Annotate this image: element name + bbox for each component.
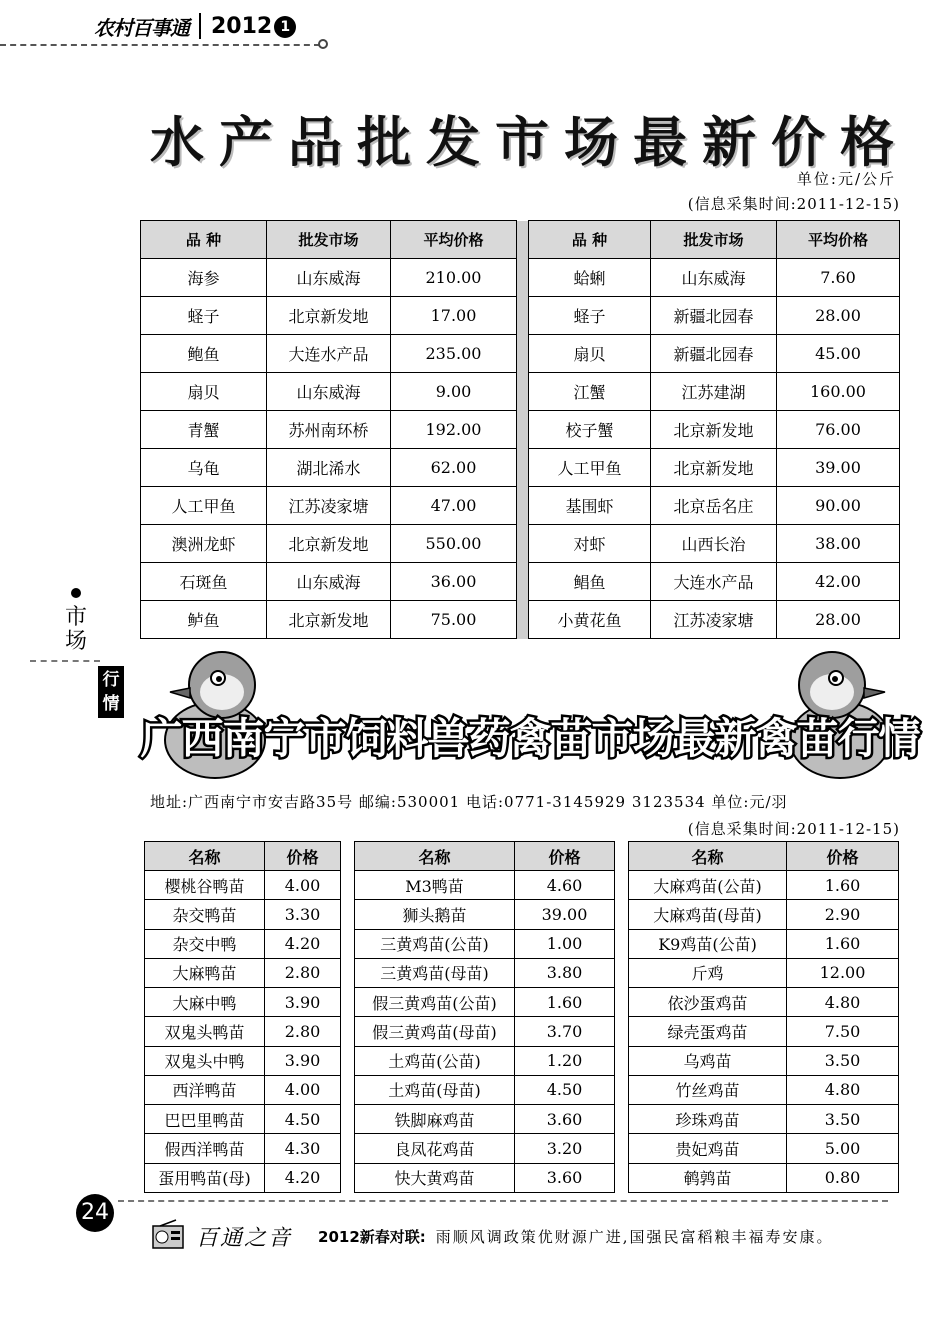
column-gap (615, 958, 629, 987)
column-gap (615, 1134, 629, 1163)
table-header-row (141, 221, 900, 259)
price-cell: 4.50 (265, 1105, 341, 1134)
col-header-name: 名称 (145, 842, 265, 871)
name-cell: 铁脚麻鸡苗 (355, 1105, 515, 1134)
column-gap (517, 487, 529, 525)
variety-cell: 人工甲鱼 (529, 449, 651, 487)
table-row (145, 1134, 899, 1163)
side-dashline (30, 660, 100, 662)
magazine-header (94, 10, 296, 42)
column-gap (341, 1075, 355, 1104)
col-header-price: 平均价格 (777, 221, 900, 259)
table-row (141, 259, 900, 297)
price-cell: 3.50 (787, 1046, 899, 1075)
table-row (145, 1075, 899, 1104)
variety-cell: 小黄花鱼 (529, 601, 651, 639)
variety-cell: 乌龟 (141, 449, 267, 487)
col-header-variety: 品 种 (529, 221, 651, 259)
table-row (145, 1046, 899, 1075)
name-cell: 土鸡苗(公苗) (355, 1046, 515, 1075)
table-row (145, 929, 899, 958)
market-cell: 大连水产品 (651, 563, 777, 601)
col-header-price: 价格 (265, 842, 341, 871)
header-divider (199, 13, 201, 39)
col-header-price: 价格 (515, 842, 615, 871)
column-gap (517, 411, 529, 449)
price-cell: 3.90 (265, 988, 341, 1017)
column-gap (615, 900, 629, 929)
market-cell: 山东威海 (267, 373, 391, 411)
price-cell: 192.00 (391, 411, 517, 449)
price-cell: 17.00 (391, 297, 517, 335)
price-cell: 3.70 (515, 1017, 615, 1046)
column-gap (615, 929, 629, 958)
variety-cell: 石斑鱼 (141, 563, 267, 601)
name-cell: 杂交鸭苗 (145, 900, 265, 929)
col-header-price: 平均价格 (391, 221, 517, 259)
couplet-text: 雨顺风调政策优财源广进,国强民富稻粮丰福寿安康。 (435, 1227, 834, 1246)
price-cell: 3.80 (515, 958, 615, 987)
variety-cell: 江蟹 (529, 373, 651, 411)
variety-cell: 鲈鱼 (141, 601, 267, 639)
price-cell: 0.80 (787, 1163, 899, 1192)
variety-cell: 鲍鱼 (141, 335, 267, 373)
name-cell: M3鸭苗 (355, 871, 515, 900)
table-row (141, 563, 900, 601)
couplet-label: 2012新春对联: (318, 1227, 426, 1246)
column-gap (615, 1046, 629, 1075)
price-cell: 1.20 (515, 1046, 615, 1075)
name-cell: 大麻中鸭 (145, 988, 265, 1017)
name-cell: 贵妃鸡苗 (629, 1134, 787, 1163)
name-cell: 三黄鸡苗(母苗) (355, 958, 515, 987)
column-gap (517, 297, 529, 335)
market-cell: 北京岳名庄 (651, 487, 777, 525)
table-row (145, 1105, 899, 1134)
column-gap (517, 563, 529, 601)
name-cell: 土鸡苗(母苗) (355, 1075, 515, 1104)
col-header-price: 价格 (787, 842, 899, 871)
price-cell: 7.50 (787, 1017, 899, 1046)
price-cell: 12.00 (787, 958, 899, 987)
market-cell: 江苏建湖 (651, 373, 777, 411)
table-row (145, 988, 899, 1017)
variety-cell: 蛤蜊 (529, 259, 651, 297)
table-row (141, 487, 900, 525)
price-cell: 7.60 (777, 259, 900, 297)
market-cell: 山西长治 (651, 525, 777, 563)
market-cell: 北京新发地 (651, 449, 777, 487)
header-dashline (0, 44, 320, 46)
side-dot (71, 588, 81, 598)
side-market-label (62, 588, 90, 654)
column-gap (615, 988, 629, 1017)
footer-voice-label: 百通之音 (196, 1225, 293, 1251)
table-row (141, 525, 900, 563)
table-header-row (145, 842, 899, 871)
price-cell: 42.00 (777, 563, 900, 601)
page-number: 24 (76, 1194, 114, 1232)
price-cell: 1.60 (515, 988, 615, 1017)
column-gap (615, 1075, 629, 1104)
price-cell: 76.00 (777, 411, 900, 449)
price-cell: 1.00 (515, 929, 615, 958)
price-cell: 4.00 (265, 1075, 341, 1104)
variety-cell: 青蟹 (141, 411, 267, 449)
issue-number: 1 (274, 16, 296, 38)
issue-year (211, 14, 296, 39)
price-cell: 4.80 (787, 1075, 899, 1104)
market-cell: 北京新发地 (651, 411, 777, 449)
col-header-variety: 品 种 (141, 221, 267, 259)
price-cell: 28.00 (777, 601, 900, 639)
column-gap (517, 601, 529, 639)
variety-cell: 澳洲龙虾 (141, 525, 267, 563)
column-gap (517, 259, 529, 297)
price-cell: 4.20 (265, 929, 341, 958)
section1-collect-time: (信息采集时间:2011-12-15) (687, 195, 900, 213)
table-row (141, 449, 900, 487)
price-cell: 4.50 (515, 1075, 615, 1104)
price-cell: 550.00 (391, 525, 517, 563)
column-gap (615, 1017, 629, 1046)
name-cell: 双鬼头鸭苗 (145, 1017, 265, 1046)
name-cell: 大麻鸡苗(公苗) (629, 871, 787, 900)
column-gap (341, 1163, 355, 1192)
section1-title: 水产品批发市场最新价格 (150, 110, 909, 174)
side-label-text: 市场 (64, 605, 87, 654)
price-cell: 90.00 (777, 487, 900, 525)
market-cell: 苏州南环桥 (267, 411, 391, 449)
variety-cell: 海参 (141, 259, 267, 297)
column-gap (517, 373, 529, 411)
column-gap (517, 335, 529, 373)
name-cell: 西洋鸭苗 (145, 1075, 265, 1104)
variety-cell: 扇贝 (141, 373, 267, 411)
market-cell: 山东威海 (267, 563, 391, 601)
header-dot (318, 39, 328, 49)
price-cell: 47.00 (391, 487, 517, 525)
price-cell: 39.00 (777, 449, 900, 487)
price-cell: 4.30 (265, 1134, 341, 1163)
price-cell: 28.00 (777, 297, 900, 335)
table-row (141, 601, 900, 639)
market-cell: 江苏凌家塘 (651, 601, 777, 639)
chick-price-table (144, 841, 899, 1193)
column-gap (517, 221, 529, 259)
market-cell: 北京新发地 (267, 525, 391, 563)
price-cell: 3.30 (265, 900, 341, 929)
price-cell: 3.20 (515, 1134, 615, 1163)
col-header-name: 名称 (629, 842, 787, 871)
name-cell: 樱桃谷鸭苗 (145, 871, 265, 900)
column-gap (341, 1105, 355, 1134)
price-cell: 62.00 (391, 449, 517, 487)
column-gap (341, 842, 355, 871)
name-cell: 良凤花鸡苗 (355, 1134, 515, 1163)
column-gap (341, 1046, 355, 1075)
variety-cell: 扇贝 (529, 335, 651, 373)
market-address: 地址:广西南宁市安吉路35号 邮编:530001 电话:0771-3145929 3123534 单位:元/羽 (150, 793, 788, 811)
column-gap (517, 525, 529, 563)
table-row (145, 1017, 899, 1046)
name-cell: 依沙蛋鸡苗 (629, 988, 787, 1017)
magazine-name: 农村百事通 (94, 15, 189, 40)
price-cell: 2.80 (265, 1017, 341, 1046)
column-gap (341, 1017, 355, 1046)
price-cell: 1.60 (787, 929, 899, 958)
price-cell: 235.00 (391, 335, 517, 373)
variety-cell: 校子蟹 (529, 411, 651, 449)
footer (150, 1218, 834, 1254)
table-row (145, 958, 899, 987)
price-cell: 4.20 (265, 1163, 341, 1192)
column-gap (341, 988, 355, 1017)
side-tag: 行情 (98, 666, 124, 718)
name-cell: 鹌鹑苗 (629, 1163, 787, 1192)
column-gap (341, 958, 355, 987)
column-gap (615, 1163, 629, 1192)
year-text: 2012 (211, 13, 273, 39)
name-cell: 假西洋鸭苗 (145, 1134, 265, 1163)
price-cell: 210.00 (391, 259, 517, 297)
name-cell: 假三黄鸡苗(母苗) (355, 1017, 515, 1046)
price-cell: 3.60 (515, 1163, 615, 1192)
table-row (141, 335, 900, 373)
market-cell: 新疆北园春 (651, 297, 777, 335)
name-cell: 大麻鸡苗(母苗) (629, 900, 787, 929)
market-cell: 大连水产品 (267, 335, 391, 373)
name-cell: 巴巴里鸭苗 (145, 1105, 265, 1134)
section2-title: 广西南宁市饲料兽药禽苗市场最新禽苗行情 (140, 714, 920, 763)
column-gap (341, 929, 355, 958)
variety-cell: 蛏子 (529, 297, 651, 335)
price-cell: 75.00 (391, 601, 517, 639)
table-row (145, 871, 899, 900)
name-cell: 狮头鹅苗 (355, 900, 515, 929)
name-cell: 快大黄鸡苗 (355, 1163, 515, 1192)
variety-cell: 基围虾 (529, 487, 651, 525)
market-cell: 山东威海 (267, 259, 391, 297)
price-cell: 5.00 (787, 1134, 899, 1163)
section2-title-banner (140, 700, 920, 772)
price-cell: 3.90 (265, 1046, 341, 1075)
radio-icon (150, 1218, 186, 1254)
name-cell: 双鬼头中鸭 (145, 1046, 265, 1075)
variety-cell: 人工甲鱼 (141, 487, 267, 525)
table-row (141, 297, 900, 335)
aquatic-price-table (140, 220, 900, 639)
price-cell: 38.00 (777, 525, 900, 563)
name-cell: 珍珠鸡苗 (629, 1105, 787, 1134)
market-cell: 湖北浠水 (267, 449, 391, 487)
name-cell: 竹丝鸡苗 (629, 1075, 787, 1104)
variety-cell: 蛏子 (141, 297, 267, 335)
column-gap (341, 1134, 355, 1163)
price-cell: 1.60 (787, 871, 899, 900)
footer-dashline (118, 1200, 888, 1202)
section1-unit: 单位:元/公斤 (796, 170, 896, 188)
name-cell: 乌鸡苗 (629, 1046, 787, 1075)
col-header-market: 批发市场 (651, 221, 777, 259)
col-header-name: 名称 (355, 842, 515, 871)
market-cell: 北京新发地 (267, 601, 391, 639)
table-row (141, 411, 900, 449)
table-row (145, 900, 899, 929)
col-header-market: 批发市场 (267, 221, 391, 259)
price-cell: 39.00 (515, 900, 615, 929)
price-cell: 3.50 (787, 1105, 899, 1134)
name-cell: K9鸡苗(公苗) (629, 929, 787, 958)
column-gap (615, 1105, 629, 1134)
name-cell: 绿壳蛋鸡苗 (629, 1017, 787, 1046)
column-gap (341, 900, 355, 929)
name-cell: 三黄鸡苗(公苗) (355, 929, 515, 958)
variety-cell: 对虾 (529, 525, 651, 563)
market-cell: 江苏凌家塘 (267, 487, 391, 525)
name-cell: 大麻鸭苗 (145, 958, 265, 987)
price-cell: 2.90 (787, 900, 899, 929)
column-gap (517, 449, 529, 487)
table-row (141, 373, 900, 411)
name-cell: 杂交中鸭 (145, 929, 265, 958)
price-cell: 160.00 (777, 373, 900, 411)
column-gap (341, 871, 355, 900)
price-cell: 9.00 (391, 373, 517, 411)
price-cell: 4.80 (787, 988, 899, 1017)
column-gap (615, 871, 629, 900)
table-row (145, 1163, 899, 1192)
name-cell: 斤鸡 (629, 958, 787, 987)
market-cell: 北京新发地 (267, 297, 391, 335)
price-cell: 2.80 (265, 958, 341, 987)
variety-cell: 鲳鱼 (529, 563, 651, 601)
name-cell: 假三黄鸡苗(公苗) (355, 988, 515, 1017)
price-cell: 4.00 (265, 871, 341, 900)
price-cell: 45.00 (777, 335, 900, 373)
name-cell: 蛋用鸭苗(母) (145, 1163, 265, 1192)
price-cell: 36.00 (391, 563, 517, 601)
column-gap (615, 842, 629, 871)
market-cell: 山东威海 (651, 259, 777, 297)
price-cell: 3.60 (515, 1105, 615, 1134)
price-cell: 4.60 (515, 871, 615, 900)
market-cell: 新疆北园春 (651, 335, 777, 373)
section2-collect-time: (信息采集时间:2011-12-15) (687, 820, 900, 838)
